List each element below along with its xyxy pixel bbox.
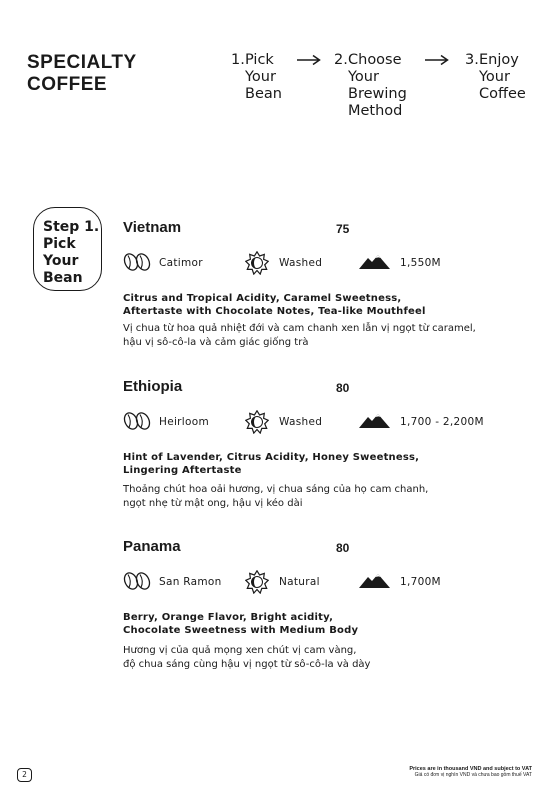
price-note: Prices are in thousand VND and subject to VAT Giá có đơn vị nghìn VND và chưa bao gồm thuế VAT [409,766,532,778]
mountain-altitude-icon [359,573,391,589]
bean-price: 75 [336,222,350,236]
bean-description: Hương vị của quả mọng xen chút vị cam vàng, độ chua sáng cùng hậu vị ngọt từ sô-cô-la và dày [123,645,371,670]
bean-name: Ethiopia [123,378,183,395]
bean-tasting-notes: Hint of Lavender, Citrus Acidity, Honey Sweetness, Lingering Aftertaste [123,452,420,476]
bean-process: Natural [279,576,320,588]
brand-title [27,52,137,96]
arrow-right-icon [424,54,450,66]
bean-description: Thoảng chút hoa oải hương, vị chua sáng của họ cam chanh, ngọt nhẹ từ mật ong, hậu vị kéo dài [123,484,429,509]
bean-tasting-notes: Citrus and Tropical Acidity, Caramel Sweetness, Aftertaste with Chocolate Notes, Tea-like Mouthfeel [123,293,426,317]
page-number: 2 [17,768,32,782]
mountain-altitude-icon [359,254,391,270]
sun-process-icon [245,251,269,275]
bean-altitude: 1,700M [400,576,441,588]
bean-tasting-notes: Berry, Orange Flavor, Bright acidity, Chocolate Sweetness with Medium Body [123,612,359,636]
section-label: Step 1. Pick Your Bean [43,219,100,286]
bean-variety: San Ramon [159,576,222,588]
coffee-beans-icon [122,252,152,272]
bean-process: Washed [279,257,323,269]
sun-process-icon [245,570,269,594]
bean-variety: Heirloom [159,416,209,428]
bean-altitude: 1,550M [400,257,441,269]
bean-description: Vị chua từ hoa quả nhiệt đới và cam chanh xen lẫn vị ngọt từ caramel, hậu vị sô-cô-la và cảm giác giống trà [123,323,476,348]
bean-name: Panama [123,538,181,555]
coffee-beans-icon [122,571,152,591]
bean-name: Vietnam [123,219,182,236]
mountain-altitude-icon [359,413,391,429]
sun-process-icon [245,410,269,434]
coffee-beans-icon [122,411,152,431]
bean-altitude: 1,700 - 2,200M [400,416,484,428]
arrow-right-icon [296,54,322,66]
bean-price: 80 [336,541,350,555]
bean-price: 80 [336,381,350,395]
bean-variety: Catimor [159,257,203,269]
bean-process: Washed [279,416,323,428]
brand-line-2: COFFEE [27,74,108,95]
brand-line-1: SPECIALTY [27,52,137,73]
